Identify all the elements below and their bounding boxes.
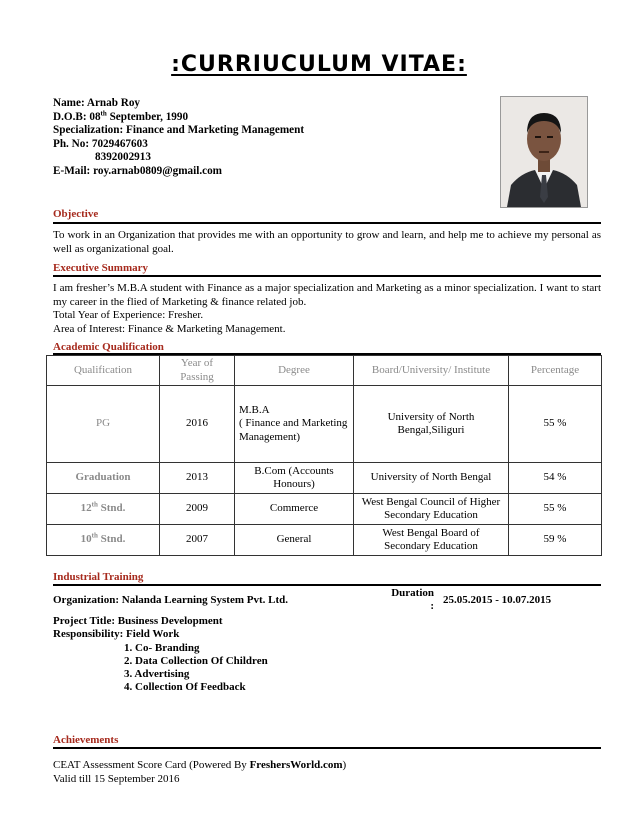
degree-cell: B.Com (Accounts Honours) xyxy=(235,463,354,494)
achievement-line-1: CEAT Assessment Score Card (Powered By FreshersWorld.com) xyxy=(53,759,347,771)
header-degree: Degree xyxy=(235,356,354,386)
name-value: Arnab Roy xyxy=(86,97,141,109)
objective-heading: Objective xyxy=(53,208,99,220)
academic-heading: Academic Qualification xyxy=(53,341,164,353)
year-cell: 2013 xyxy=(160,463,235,494)
summary-divider xyxy=(53,275,601,277)
email-row xyxy=(53,165,304,179)
objective-divider xyxy=(53,222,601,224)
list-item: 2. Data Collection Of Children xyxy=(124,654,268,667)
qualification-cell: Graduation xyxy=(47,463,160,494)
email-value: roy.arnab0809@gmail.com xyxy=(93,164,223,177)
project-row: Project Title: Business Development xyxy=(53,615,223,627)
degree-cell: General xyxy=(235,525,354,556)
table-header-row xyxy=(47,356,602,386)
header-percentage: Percentage xyxy=(509,356,602,386)
summary-line-3: Area of Interest: Finance & Marketing Management. xyxy=(53,323,286,336)
personal-info xyxy=(53,97,304,179)
summary-line-1: I am fresher’s M.B.A student with Finance as a major specialization and Marketing as a minor specialization. I want to start my career in the flied of Marketing & finance related job. xyxy=(53,282,601,308)
summary-text xyxy=(53,282,601,337)
table-row xyxy=(47,494,602,525)
table-row xyxy=(47,386,602,463)
phone-row-2 xyxy=(53,151,304,165)
year-cell: 2016 xyxy=(160,386,235,463)
percentage-cell: 55 % xyxy=(509,494,602,525)
table-row xyxy=(47,525,602,556)
list-item: 3. Advertising xyxy=(124,668,190,681)
achievements-divider xyxy=(53,747,601,749)
specialization-label: Specialization: xyxy=(53,124,124,137)
dob-label: D.O.B: xyxy=(53,110,87,123)
year-cell: 2007 xyxy=(160,525,235,556)
dob-value: 08th September, 1990 xyxy=(89,108,189,123)
qualification-cell: 10th Stnd. xyxy=(47,525,160,556)
duration-colon: : xyxy=(430,600,434,612)
list-item: 1. Co- Branding xyxy=(124,641,200,654)
training-divider xyxy=(53,584,601,586)
board-cell: University of North Bengal,Siliguri xyxy=(354,386,509,463)
percentage-cell: 55 % xyxy=(509,386,602,463)
duration-value: 25.05.2015 - 10.07.2015 xyxy=(443,594,552,606)
phone-value-2: 8392002913 xyxy=(95,151,151,164)
organization-line xyxy=(53,594,288,606)
organization-label: Organization: xyxy=(53,594,119,606)
name-row xyxy=(53,97,304,111)
portrait-image xyxy=(501,97,587,207)
degree-cell: M.B.A ( Finance and Marketing Management) xyxy=(235,386,354,463)
responsibility-row: Responsibility: Field Work xyxy=(53,628,180,641)
board-cell: West Bengal Council of Higher Secondary Education xyxy=(354,494,509,525)
achievement-line-2: Valid till 15 September 2016 xyxy=(53,772,180,785)
phone-label: Ph. No: xyxy=(53,137,90,150)
header-qualification: Qualification xyxy=(47,356,160,386)
email-label: E-Mail: xyxy=(53,164,91,177)
specialization-row xyxy=(53,124,304,138)
list-item: 4. Collection Of Feedback xyxy=(124,681,246,694)
percentage-cell: 54 % xyxy=(509,463,602,494)
phone-row xyxy=(53,138,304,152)
phone-value-1: 7029467603 xyxy=(91,137,148,150)
year-cell: 2009 xyxy=(160,494,235,525)
board-cell: West Bengal Board of Secondary Education xyxy=(354,525,509,556)
summary-heading: Executive Summary xyxy=(53,262,149,274)
organization-value: Nalanda Learning System Pvt. Ltd. xyxy=(121,594,288,606)
duration-label-block xyxy=(388,587,434,613)
page-title: :CURRIUCULUM VITAE: xyxy=(171,52,467,77)
percentage-cell: 59 % xyxy=(509,525,602,556)
dob-row xyxy=(53,108,304,125)
header-year: Year of Passing xyxy=(160,356,235,386)
table-row xyxy=(47,463,602,494)
qualification-cell: PG xyxy=(47,386,160,463)
specialization-value: Finance and Marketing Management xyxy=(126,124,305,137)
profile-photo xyxy=(500,96,588,208)
objective-text: To work in an Organization that provides me with an opportunity to grow and learn, and help me to achieve my personal as well as organizational goal. xyxy=(53,229,601,255)
achievements-text xyxy=(53,759,346,786)
duration-label: Duration xyxy=(391,587,434,599)
academic-table xyxy=(46,355,602,556)
header-board: Board/University/ Institute xyxy=(354,356,509,386)
achievements-heading: Achievements xyxy=(53,734,119,746)
training-details xyxy=(53,615,268,695)
degree-cell: Commerce xyxy=(235,494,354,525)
summary-line-2: Total Year of Experience: Fresher. xyxy=(53,309,204,322)
name-label: Name: xyxy=(53,97,85,109)
board-cell: University of North Bengal xyxy=(354,463,509,494)
training-heading: Industrial Training xyxy=(53,571,144,583)
qualification-cell: 12th Stnd. xyxy=(47,494,160,525)
